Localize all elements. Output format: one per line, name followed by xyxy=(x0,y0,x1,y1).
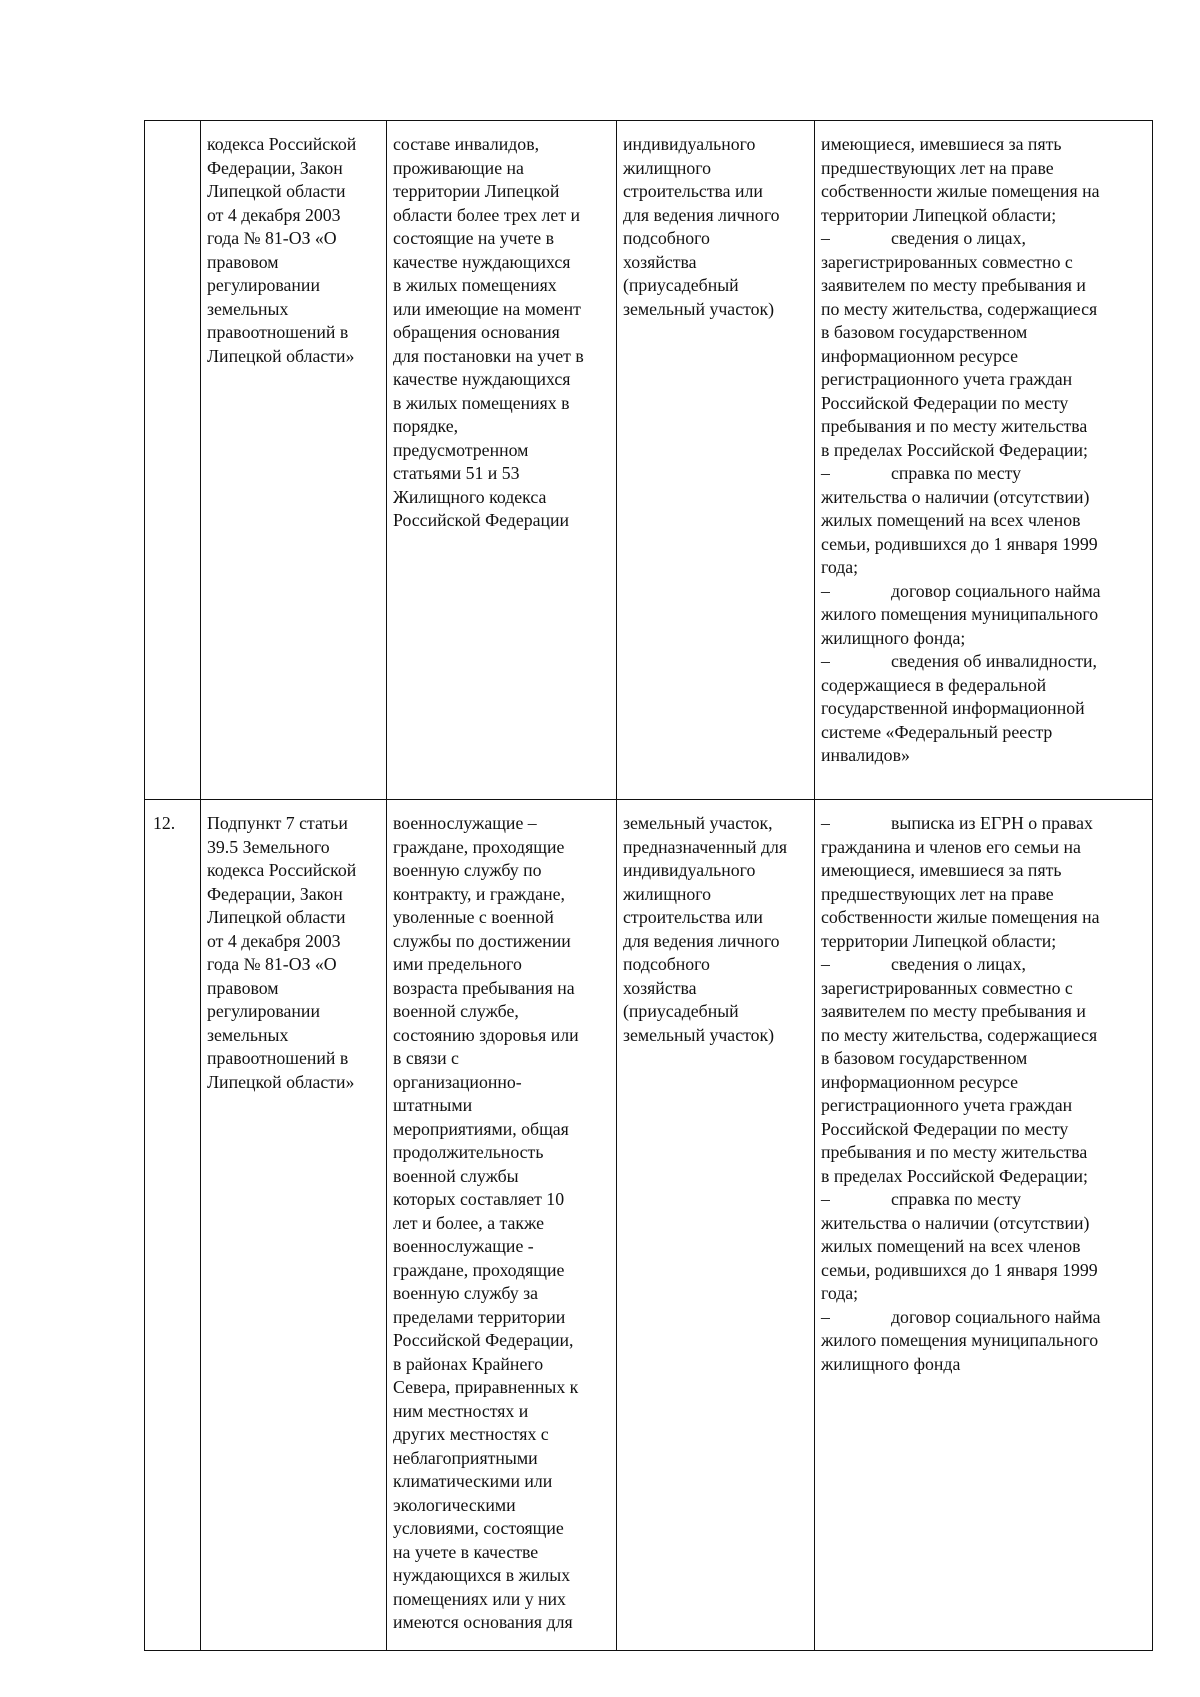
applicant-category-line: военную службу по xyxy=(393,860,542,880)
document-item-line: пребывания и по месту жительства xyxy=(821,416,1088,436)
applicant-category-line: ими предельного xyxy=(393,954,522,974)
document-item xyxy=(821,1188,1146,1306)
applicant-category-line: которых составляет 10 xyxy=(393,1189,565,1209)
document-continuation-line: предшествующих лет на праве xyxy=(821,157,1054,178)
document-item-first-line xyxy=(821,462,1146,486)
row-number: 12. xyxy=(153,813,176,833)
document-item-line: предшествующих лет на праве xyxy=(821,883,1054,904)
legal-basis-line: 39.5 Земельного xyxy=(207,836,330,857)
applicant-category-line: проживающие на xyxy=(393,157,524,178)
applicant-category-line: военной службе, xyxy=(393,1001,519,1021)
applicant-category-line: помещениях или у них xyxy=(393,1588,566,1609)
applicant-category-line: других местностях с xyxy=(393,1424,549,1444)
legal-basis-cell xyxy=(201,800,387,1651)
land-purpose-line: земельный участок, xyxy=(623,813,773,833)
document-item-line: жительства о наличии (отсутствии) xyxy=(821,486,1090,507)
document-item-line: гражданина и членов его семьи на xyxy=(821,836,1081,857)
document-item xyxy=(821,1306,1146,1377)
document-item xyxy=(821,462,1146,580)
document-item-first-line xyxy=(821,227,1146,251)
document-item-line: пребывания и по месту жительства xyxy=(821,1142,1088,1162)
applicant-category-line: штатными xyxy=(393,1095,473,1115)
document-item-line: года; xyxy=(821,557,859,577)
document-item-line: имеющиеся, имевшиеся за пять xyxy=(821,860,1062,880)
document-item-line: собственности жилые помещения на xyxy=(821,907,1100,927)
required-documents-cell xyxy=(815,800,1153,1651)
row-number-cell xyxy=(145,121,201,800)
list-dash: – xyxy=(821,954,830,974)
land-purpose-line: земельный участок) xyxy=(623,298,775,319)
applicant-category-line: военную службу за xyxy=(393,1283,539,1303)
document-item-line: системе «Федеральный реестр xyxy=(821,721,1053,742)
list-dash: – xyxy=(821,1306,830,1327)
document-item-title: договор социального найма xyxy=(891,580,1101,601)
list-dash: – xyxy=(821,580,830,601)
document-item-line: государственной информационной xyxy=(821,698,1085,718)
applicant-category-line: порядке, xyxy=(393,416,459,436)
required-documents-cell xyxy=(815,121,1153,800)
land-purpose-line: подсобного xyxy=(623,228,710,248)
legal-basis-line: от 4 декабря 2003 xyxy=(207,204,341,225)
land-purpose-cell xyxy=(617,800,815,1651)
applicant-category-line: уволенные с военной xyxy=(393,907,554,927)
applicant-category-line: на учете в качестве xyxy=(393,1541,539,1562)
legal-basis-line: регулировании xyxy=(207,1001,320,1021)
legal-basis-line: правоотношений в xyxy=(207,1048,349,1068)
applicant-category-line: неблагоприятными xyxy=(393,1447,538,1468)
land-purpose-line: подсобного xyxy=(623,954,710,974)
document-item-line: зарегистрированных совместно с xyxy=(821,251,1073,272)
land-purpose-line: хозяйства xyxy=(623,251,697,272)
legal-basis-line: Федерации, Закон xyxy=(207,883,343,904)
legal-basis-line: Подпункт 7 статьи xyxy=(207,813,348,833)
land-purpose-line: земельный участок) xyxy=(623,1024,775,1045)
legal-basis-line: года № 81-ОЗ «О xyxy=(207,228,337,248)
applicant-category-line: граждане, проходящие xyxy=(393,836,565,857)
land-purpose-line: для ведения личного xyxy=(623,930,780,951)
legal-basis-line: земельных xyxy=(207,298,289,319)
document-item-line: заявителем по месту пребывания и xyxy=(821,1001,1086,1021)
land-purpose-line: хозяйства xyxy=(623,977,697,998)
document-continuation-line: имеющиеся, имевшиеся за пять xyxy=(821,134,1062,154)
document-item xyxy=(821,953,1146,1188)
applicant-category-line: в связи с xyxy=(393,1048,459,1068)
applicant-category-line: или имеющие на момент xyxy=(393,298,581,319)
applicant-category-line: составе инвалидов, xyxy=(393,134,540,154)
applicant-category-line: обращения основания xyxy=(393,322,560,342)
document-continuation-line: территории Липецкой области; xyxy=(821,204,1057,225)
list-dash: – xyxy=(821,651,830,671)
document-item-line: Российской Федерации по месту xyxy=(821,392,1069,413)
legal-basis-line: от 4 декабря 2003 xyxy=(207,930,341,951)
document-item-line: жительства о наличии (отсутствии) xyxy=(821,1212,1090,1233)
table-row xyxy=(145,121,1153,800)
document-item-title: справка по месту xyxy=(891,1189,1022,1209)
applicant-category-line: в жилых помещениях в xyxy=(393,392,570,413)
document-item-line: регистрационного учета граждан xyxy=(821,1095,1073,1115)
applicant-category-line: в районах Крайнего xyxy=(393,1353,544,1374)
document-item-line: жилищного фонда xyxy=(821,1353,961,1374)
land-purpose-line: индивидуального xyxy=(623,860,756,880)
land-purpose-line: индивидуального xyxy=(623,134,756,154)
land-purpose-line: (приусадебный xyxy=(623,1001,739,1021)
applicant-category-line: лет и более, а также xyxy=(393,1212,544,1233)
land-purpose-line: жилищного xyxy=(623,157,712,178)
applicant-category-line: условиями, состоящие xyxy=(393,1518,564,1538)
document-item-title: сведения об инвалидности, xyxy=(891,651,1097,671)
document-item-title: сведения о лицах, xyxy=(891,228,1026,248)
document-item-line: содержащиеся в федеральной xyxy=(821,674,1047,695)
land-purpose-line: жилищного xyxy=(623,883,712,904)
applicant-category-line: Севера, приравненных к xyxy=(393,1377,579,1397)
document-item-line: семьи, родившихся до 1 января 1999 xyxy=(821,533,1098,554)
applicant-category-line: военнослужащие - xyxy=(393,1236,534,1256)
document-item-line: жилого помещения муниципального xyxy=(821,604,1099,624)
applicant-category-line: граждане, проходящие xyxy=(393,1259,565,1280)
applicant-category-line: области более трех лет и xyxy=(393,204,581,225)
applicant-category-line: ним местностях и xyxy=(393,1400,529,1421)
applicant-category-line: военной службы xyxy=(393,1165,519,1186)
list-dash: – xyxy=(821,228,830,248)
document-item-line: жилищного фонда; xyxy=(821,627,966,648)
legal-basis-line: правоотношений в xyxy=(207,322,349,342)
legal-basis-line: регулировании xyxy=(207,275,320,295)
legal-basis-line: Липецкой области» xyxy=(207,345,355,366)
land-grant-table xyxy=(144,120,1153,1651)
land-purpose-cell xyxy=(617,121,815,800)
applicant-category-line: мероприятиями, общая xyxy=(393,1118,569,1139)
applicant-category-line: состоянию здоровья или xyxy=(393,1024,579,1045)
document-item-line: Российской Федерации по месту xyxy=(821,1118,1069,1139)
applicant-category-line: контракту, и граждане, xyxy=(393,883,565,904)
applicant-category-line: качестве нуждающихся xyxy=(393,369,571,389)
applicant-category-line: продолжительность xyxy=(393,1142,544,1162)
document-item-title: сведения о лицах, xyxy=(891,954,1026,974)
document-item-first-line xyxy=(821,1306,1146,1330)
applicant-category-line: в жилых помещениях xyxy=(393,275,557,295)
applicant-category-line: имеются основания для xyxy=(393,1612,573,1632)
land-purpose-line: для ведения личного xyxy=(623,204,780,225)
applicant-category-cell xyxy=(387,121,617,800)
legal-basis-cell xyxy=(201,121,387,800)
document-item-line: регистрационного учета граждан xyxy=(821,369,1073,389)
legal-basis-line: земельных xyxy=(207,1024,289,1045)
document-item-line: зарегистрированных совместно с xyxy=(821,977,1073,998)
table-body xyxy=(145,121,1153,1651)
document-item-title: договор социального найма xyxy=(891,1306,1101,1327)
document-item-title: справка по месту xyxy=(891,463,1022,483)
document-item-line: семьи, родившихся до 1 января 1999 xyxy=(821,1259,1098,1280)
legal-basis-line: Липецкой области xyxy=(207,181,346,201)
document-item-line: в базовом государственном xyxy=(821,322,1028,342)
applicant-category-line: возраста пребывания на xyxy=(393,977,575,998)
document-item-first-line xyxy=(821,1188,1146,1212)
document-item-line: жилых помещений на всех членов xyxy=(821,1236,1081,1256)
applicant-category-line: качестве нуждающихся xyxy=(393,251,571,272)
document-item-line: по месту жительства, содержащиеся xyxy=(821,1024,1098,1045)
document-item-line: года; xyxy=(821,1283,859,1303)
table-row xyxy=(145,800,1153,1651)
applicant-category-line: климатическими или xyxy=(393,1471,553,1491)
legal-basis-line: Липецкой области» xyxy=(207,1071,355,1092)
applicant-category-line: территории Липецкой xyxy=(393,181,560,201)
legal-basis-line: года № 81-ОЗ «О xyxy=(207,954,337,974)
document-item-line: жилых помещений на всех членов xyxy=(821,510,1081,530)
land-purpose-line: строительства или xyxy=(623,907,763,927)
applicant-category-line: пределами территории xyxy=(393,1306,566,1327)
document-item-first-line xyxy=(821,812,1146,836)
list-dash: – xyxy=(821,813,830,833)
document-item-first-line xyxy=(821,580,1146,604)
document-item xyxy=(821,227,1146,462)
applicant-category-line: службы по достижении xyxy=(393,930,571,951)
applicant-category-line: Российской Федерации, xyxy=(393,1330,574,1350)
document-item xyxy=(821,812,1146,953)
document-item-line: в пределах Российской Федерации; xyxy=(821,439,1088,460)
document-item-line: в пределах Российской Федерации; xyxy=(821,1165,1088,1186)
applicant-category-line: военнослужащие – xyxy=(393,813,537,833)
list-dash: – xyxy=(821,463,830,483)
document-item-line: в базовом государственном xyxy=(821,1048,1028,1068)
land-purpose-line: предназначенный для xyxy=(623,836,788,857)
legal-basis-line: правовом xyxy=(207,977,279,998)
document-item-title: выписка из ЕГРН о правах xyxy=(891,813,1093,833)
document-item-line: информационном ресурсе xyxy=(821,1071,1018,1092)
document-item xyxy=(821,580,1146,651)
applicant-category-line: нуждающихся в жилых xyxy=(393,1565,571,1585)
document-item-line: заявителем по месту пребывания и xyxy=(821,275,1086,295)
document-item xyxy=(821,650,1146,768)
applicant-category-line: предусмотренном xyxy=(393,439,529,460)
legal-basis-line: правовом xyxy=(207,251,279,272)
applicant-category-line: для постановки на учет в xyxy=(393,345,584,366)
document-item-line: территории Липецкой области; xyxy=(821,930,1057,951)
applicant-category-line: организационно- xyxy=(393,1071,522,1092)
document-item-line: жилого помещения муниципального xyxy=(821,1330,1099,1350)
legal-basis-line: кодекса Российской xyxy=(207,134,357,154)
applicant-category-line: экологическими xyxy=(393,1494,516,1515)
legal-basis-line: Липецкой области xyxy=(207,907,346,927)
row-number-cell xyxy=(145,800,201,1651)
document-item-line: информационном ресурсе xyxy=(821,345,1018,366)
document-continuation-line: собственности жилые помещения на xyxy=(821,181,1100,201)
land-purpose-line: строительства или xyxy=(623,181,763,201)
document-item-line: инвалидов» xyxy=(821,745,910,765)
document-item-first-line xyxy=(821,953,1146,977)
document-item-first-line xyxy=(821,650,1146,674)
applicant-category-line: Жилищного кодекса xyxy=(393,486,547,507)
document-item-line: по месту жительства, содержащиеся xyxy=(821,298,1098,319)
land-purpose-line: (приусадебный xyxy=(623,275,739,295)
applicant-category-line: состоящие на учете в xyxy=(393,228,555,248)
applicant-category-line: Российской Федерации xyxy=(393,510,570,530)
legal-basis-line: кодекса Российской xyxy=(207,860,357,880)
applicant-category-line: статьями 51 и 53 xyxy=(393,463,520,483)
applicant-category-cell xyxy=(387,800,617,1651)
legal-basis-line: Федерации, Закон xyxy=(207,157,343,178)
list-dash: – xyxy=(821,1189,830,1209)
